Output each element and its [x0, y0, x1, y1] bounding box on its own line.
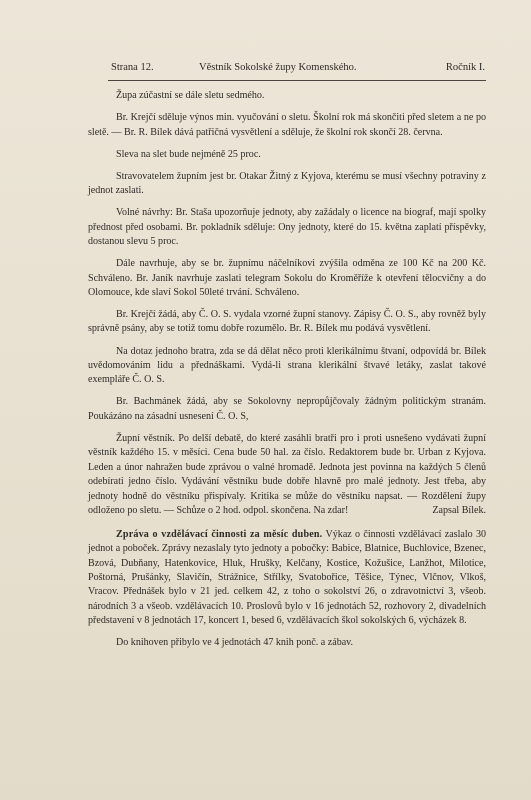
signature: Zapsal Bílek. [432, 505, 486, 517]
paragraph: Volné návrhy: Br. Staša upozorňuje jednoty, aby zažádaly o licence na biograf, mají spolky přednost před osobami. Br. pokladník sděluje: Ony jednoty, které do 15. května zaplatí příspěvky, dostanou slevu 5 proc. [88, 207, 486, 247]
report-body: Výkaz o činnosti vzdělávací zaslalo 30 jednot a poboček. Zprávy nezaslaly tyto jednoty a pobočky: Babice, Blatnice, Buchlovice, Bzenec, Bzová, Dubňany, Hatenkovice, Hluk, Hrušky, Kelčany, Kostice, Kožušice, Lanžhot, Milotice, Poštorná, Prušánky, Slavičín, Strážnice, Střílky, Svatobořice, Těšice, Týnec, Vlčnov, Vlkoš, Vracov. Přednášek bylo v 21 jed. celkem 42, z toho o sokolství 26, o zdravotnictví 3, všeob. národních 3 a všeob. vzdělávacích 10. Proslovů bylo v 16 jednotách 52, rozhovory 2, divadelních představení v 8 jednotách 17, koncert 1, besed 6, vzdělávacích škol sokolských 6, výcházek 8. [88, 528, 486, 627]
paragraph-text: Župní věstník. Po delší debatě, do které zasáhli bratři pro i proti usnešeno vydávati župní věstník každého 15. v měsíci. Cena bude 50 hal. za číslo. Redaktorem bude br. Urban z Kyjova. Leden a únor nahražen bude zprávou o valné hromadě. Jednota jest povinna na každých 5 členů odebírati jedno číslo. Vydávání věstníku bude dobře hlavně pro malé jednoty. Jest třeba, aby jednoty hodně do věstníku přispívaly. Kritika se může do věstníku napsat. — Rozdělení župy odloženo po sletu. — Schůze o 2 hod. odpol. skončena. Na zdar! [88, 432, 486, 517]
paragraph: Br. Krejčí žádá, aby Č. O. S. vydala vzorné župní stanovy. Zápisy Č. O. S., aby rovněž byly správně psány, aby se totiž tomu dobře rozumělo. Br. R. Bílek mu podává vysvětlení. [88, 309, 486, 335]
paragraph: Stravovatelem župním jest br. Otakar Žitný z Kyjova, kterému se musí všechny potraviny z jednot zaslati. [88, 170, 486, 197]
closing-paragraph: Do knihoven přibylo ve 4 jednotách 47 knih ponč. a zábav. [116, 637, 354, 649]
paragraph: Župa zúčastní se dále sletu sedmého. [116, 90, 265, 101]
page-header [111, 60, 485, 76]
page-content [88, 89, 486, 658]
paragraph: Na dotaz jednoho bratra, zda se dá dělat něco proti klerikálnímu štvaní, odpovídá br. Bílek uvědomováním lidu a přednáškami. Vydá-li strana klerikální štvavé letáky, zaslat takové exempláře Č. O. S. [88, 345, 486, 386]
report-paragraph [88, 528, 486, 629]
paragraph: Br. Bachmánek žádá, aby se Sokolovny nepropůjčovaly žádným politickým stranám. Poukázáno na zásadní usnesení Č. O. S, [88, 396, 486, 422]
journal-title: Věstník Sokolské župy Komenského. [199, 62, 357, 73]
paragraph-with-signature [88, 432, 486, 519]
paragraph: Sleva na slet bude nejméně 25 proc. [116, 148, 261, 160]
page-number: Strana 12. [111, 62, 154, 73]
paragraph: Br. Krejčí sděluje výnos min. vyučování o sletu. Školní rok má skončiti před sletem a ne po sletě. — Br. R. Bílek dává patřičná vysvětlení a sděluje, že školní rok skončí 28. června. [88, 112, 486, 138]
volume-label: Ročník I. [445, 62, 485, 73]
report-title: Zpráva o vzdělávací činnosti za měsíc duben. [116, 528, 323, 540]
header-rule [108, 80, 486, 81]
paragraph: Dále navrhuje, aby se br. župnímu náčelníkovi zvýšila odměna ze 100 Kč na 200 Kč. Schváleno. Br. Janík navrhuje zaslati telegram Sokolu do Kroměříže k otevření tělocvičny a do Olomouce, kde slaví Sokol 50leté trvání. Schváleno. [88, 258, 486, 298]
